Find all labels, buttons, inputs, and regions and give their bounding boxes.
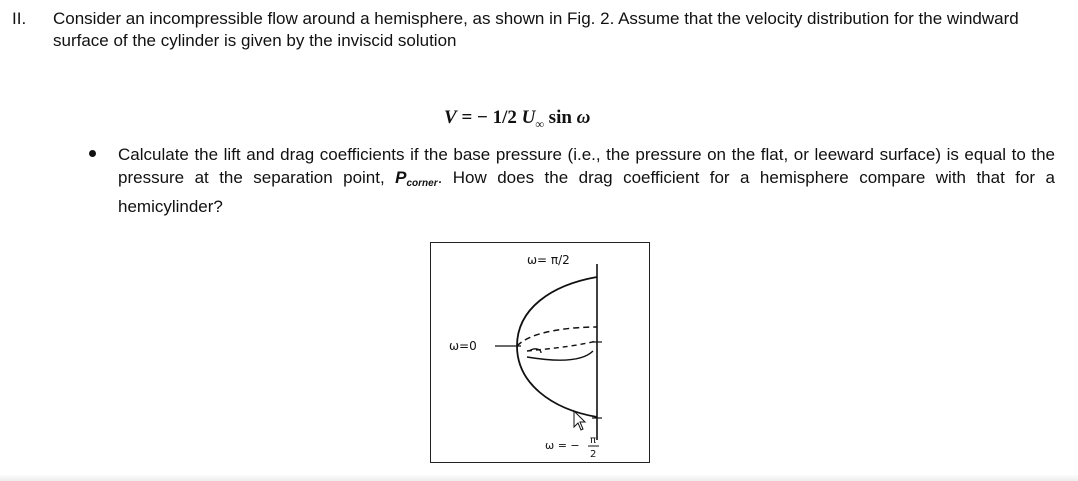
hemisphere-figure [430, 242, 650, 463]
eq-freestream-symbol: U [521, 107, 536, 128]
velocity-equation [444, 106, 590, 136]
label-omega-top: ω= π/2 [527, 253, 570, 267]
hemisphere-sketch [431, 243, 651, 464]
label-bottom-pi: π [590, 435, 597, 446]
eq-sine: sin [543, 107, 577, 128]
problem-intro: Consider an incompressible flow around a hemisphere, as shown in Fig. 2. Assume that the velocity distribution for the windward surface of the cylinder is given by the inviscid solution [53, 9, 1019, 50]
label-bottom-two: 2 [590, 449, 597, 460]
eq-angle-symbol: ω [576, 107, 591, 128]
problem-numeral: II. [12, 9, 27, 28]
bullet-question [118, 143, 1055, 218]
page-bottom-edge [0, 474, 1078, 481]
question-text-part2: . How does the drag coefficient for a hemisphere compare with that for a hemicylinder? [118, 168, 1055, 216]
eq-coefficient: = − 1/2 [456, 107, 522, 128]
lower-contour [527, 351, 593, 360]
p-corner-symbol: P [395, 168, 407, 187]
p-corner-subscript: corner [406, 178, 438, 189]
eq-infinity-subscript: ∞ [535, 117, 544, 131]
bullet-marker [89, 150, 96, 157]
label-omega-zero: ω=0 [449, 339, 477, 353]
eq-velocity-symbol: V [444, 107, 457, 128]
label-omega-bottom: ω = − [545, 439, 580, 452]
question-text-part1: Calculate the lift and drag coefficients if the base pressure (i.e., the pressure on the flat, or leeward surface) is equal to the pressure at the separation point, [118, 145, 1055, 187]
hemisphere-arc [517, 277, 597, 417]
